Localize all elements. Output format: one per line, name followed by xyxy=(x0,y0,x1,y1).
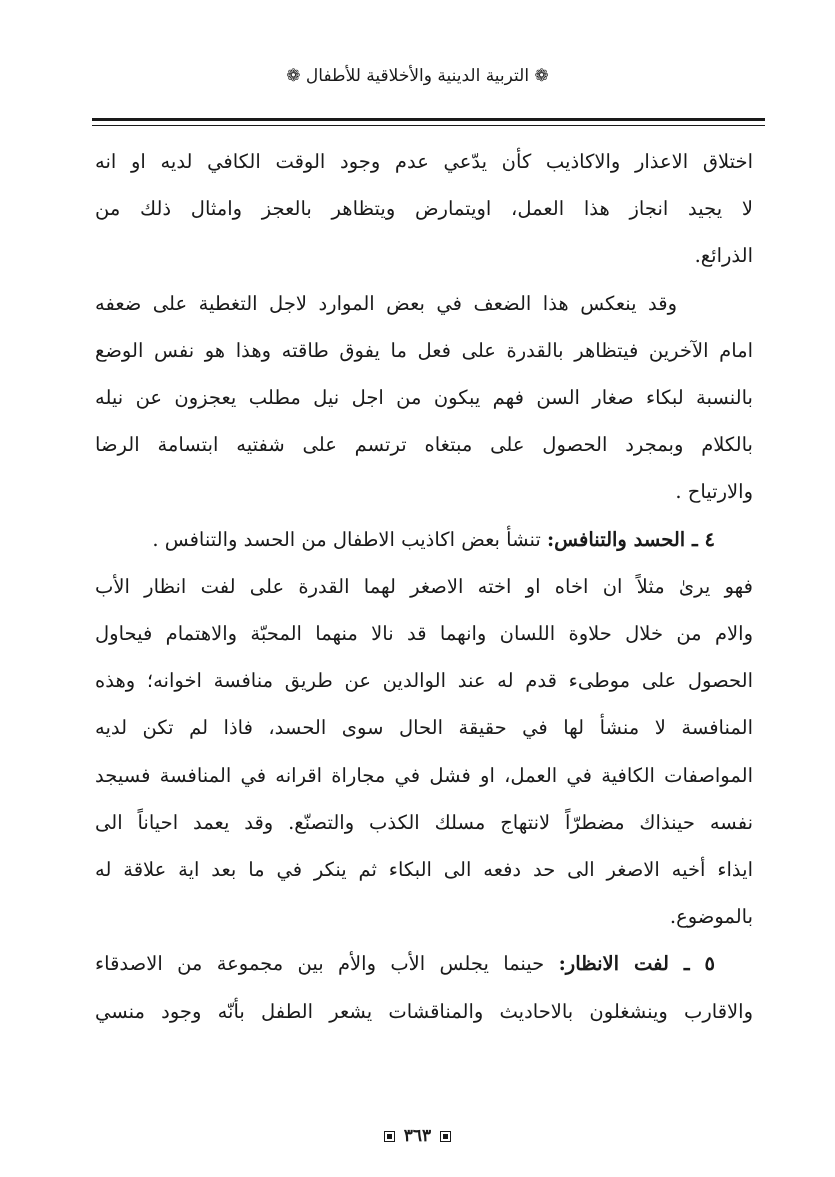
text-line: اختلاق الاعذار والاكاذيب كأن يدّعي عدم وجود الوقت الكافي لديه او انه xyxy=(95,150,753,173)
text-line: لا يجيد انجاز هذا العمل، اويتمارض ويتظاهر بالعجز وامثال ذلك من xyxy=(95,197,753,221)
text-line: ايذاء أخيه الاصغر الى حد دفعه الى البكاء ثم ينكر في ما بعد اية علاقة له xyxy=(95,858,753,882)
section-4-heading: ٤ ـ الحسد والتنافس: xyxy=(546,527,715,551)
text-line: امام الآخرين فيتظاهر بالقدرة على فعل ما يفوق طاقته وهذا هو نفس الوضع xyxy=(95,338,753,362)
text-line: المنافسة لا منشأ لها في حقيقة الحال سوى الحسد، فاذا لم تكن لديه xyxy=(95,716,753,740)
section-4-line xyxy=(95,516,753,563)
text-line: بالكلام وبمجرد الحصول على مبتغاه ترتسم على شفتيه ابتسامة الرضا xyxy=(95,433,753,457)
text-line: والاقارب وينشغلون بالاحاديث والمناقشات يشعر الطفل بأنّه وجود منسي xyxy=(95,999,753,1023)
running-header: ❁ التربية الدينية والأخلاقية للأطفال ❁ xyxy=(286,66,549,86)
text-line: والارتياح . xyxy=(675,480,753,504)
text-line: والام من خلال حلاوة اللسان وانهما قد نالا منهما المحبّة والاهتمام فيحاول xyxy=(95,622,753,646)
section-5-line xyxy=(95,940,753,987)
text-line: بالموضوع. xyxy=(669,905,753,929)
text-line: الذرائع. xyxy=(694,244,753,268)
text-line: حينما يجلس الأب والأم بين مجموعة من الاصدقاء xyxy=(95,952,545,976)
square-ornament-icon xyxy=(384,1131,395,1142)
text-line: فهو يرىٰ مثلاً ان اخاه او اخته الاصغر لهما القدرة على لفت انظار الأب xyxy=(95,574,753,598)
header-rule-thick xyxy=(92,118,765,121)
page-footer xyxy=(0,1126,835,1146)
section-5-heading: ٥ ـ لفت الانظار: xyxy=(558,952,715,976)
body-text xyxy=(95,138,753,1035)
square-ornament-icon xyxy=(440,1131,451,1142)
text-line: المواصفات الكافية في العمل، او فشل في مجاراة اقرانه في المنافسة فسيجد xyxy=(95,763,753,787)
page-number: ٣٦٣ xyxy=(403,1126,432,1146)
text-line: بالنسبة لبكاء صغار السن فهم يبكون من اجل نيل مطلب يعجزون عن نيله xyxy=(95,386,753,410)
text-line: الحصول على موطىء قدم له عند الوالدين عن طريق منافسة اخوانه؛ وهذه xyxy=(95,669,753,693)
text-line: تنشأ بعض اكاذيب الاطفال من الحسد والتنافس . xyxy=(152,527,541,551)
text-line: نفسه حينذاك مضطرّاً لانتهاج مسلك الكذب والتصنّع. وقد يعمد احياناً الى xyxy=(95,810,753,834)
text-line: وقد ينعكس هذا الضعف في بعض الموارد لاجل التغطية على ضعفه xyxy=(95,291,677,315)
header-rule-thin xyxy=(92,125,765,126)
